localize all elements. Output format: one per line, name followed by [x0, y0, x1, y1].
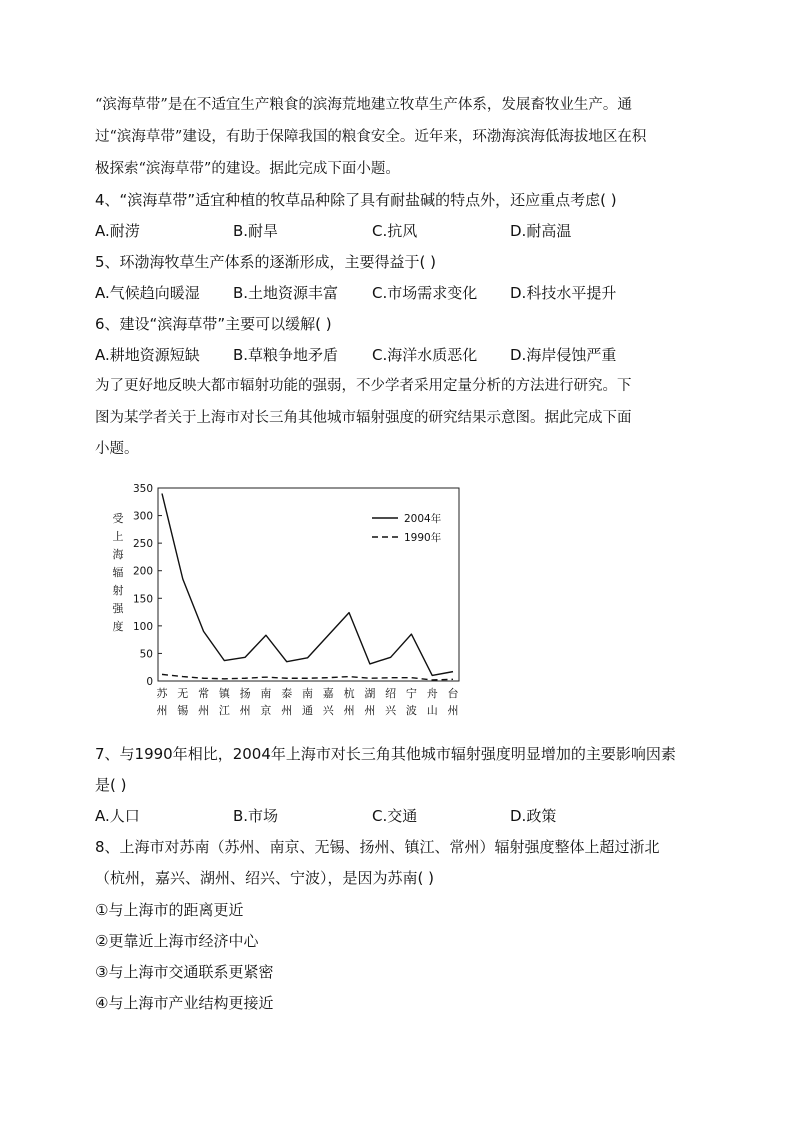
y-tick-label: 150 [132, 593, 153, 606]
q4-stem: 4、“滨海草带”适宜种植的牧草品种除了具有耐盐碱的特点外，还应重点考虑( ) [95, 191, 617, 209]
q4-option-b: B.耐旱 [233, 222, 279, 240]
x-tick-label: 州 [343, 704, 355, 717]
x-tick-label: 台 [447, 687, 459, 700]
x-tick-label: 无 [177, 687, 189, 700]
y-tick-label: 300 [132, 510, 153, 523]
x-tick-label: 杭 [343, 687, 355, 700]
x-tick-label: 南 [260, 687, 272, 700]
q4-option-c: C.抗风 [372, 222, 418, 240]
x-tick-label: 兴 [322, 704, 334, 717]
series-line-2 [162, 674, 453, 680]
y-axis-label-char: 度 [112, 620, 124, 633]
q7-option-c: C.交通 [372, 807, 418, 825]
x-tick-label: 州 [156, 704, 168, 717]
x-tick-label: 嘉 [322, 687, 334, 700]
y-tick-label: 350 [132, 483, 153, 495]
x-tick-label: 州 [239, 704, 251, 717]
q8-stem-line-1: 8、上海市对苏南（苏州、南京、无锡、扬州、镇江、常州）辐射强度整体上超过浙北 [95, 838, 660, 856]
x-tick-label: 兴 [385, 704, 397, 717]
q5-option-c: C.市场需求变化 [372, 284, 478, 302]
y-tick-label: 50 [139, 648, 153, 661]
radiation-intensity-chart [104, 478, 474, 723]
q4-option-a: A.耐涝 [95, 222, 140, 240]
q6-stem: 6、建设“滨海草带”主要可以缓解( ) [95, 315, 332, 333]
x-tick-label: 湖 [364, 687, 376, 700]
passage1-line-1: “滨海草带”是在不适宜生产粮食的滨海荒地建立牧草生产体系，发展畜牧业生产。通 [95, 97, 632, 113]
q6-option-a: A.耕地资源短缺 [95, 346, 200, 364]
x-tick-label: 舟 [426, 687, 438, 700]
x-tick-label: 常 [198, 687, 210, 700]
q7-stem-line-2: 是( ) [95, 776, 127, 794]
x-tick-label: 州 [364, 704, 376, 717]
x-tick-label: 州 [281, 704, 293, 717]
x-tick-label: 京 [260, 704, 272, 717]
q6-option-b: B.草粮争地矛盾 [233, 346, 339, 364]
q7-option-d: D.政策 [510, 807, 557, 825]
x-tick-label: 苏 [156, 687, 168, 700]
q7-option-a: A.人口 [95, 807, 140, 825]
x-tick-label: 通 [302, 704, 313, 717]
passage2-line-3: 小题。 [95, 441, 139, 457]
y-tick-label: 0 [146, 676, 153, 688]
x-tick-label: 泰 [281, 687, 293, 700]
q6-option-d: D.海岸侵蚀严重 [510, 346, 617, 364]
q8-item-4: ④与上海市产业结构更接近 [95, 994, 274, 1012]
y-tick-label: 200 [132, 565, 153, 578]
passage2-line-1: 为了更好地反映大都市辐射功能的强弱，不少学者采用定量分析的方法进行研究。下 [95, 378, 632, 394]
q5-option-a: A.气候趋向暖湿 [95, 284, 200, 302]
y-axis-label-char: 强 [112, 602, 124, 615]
y-axis-label-char: 上 [112, 530, 124, 543]
passage1-line-2: 过“滨海草带”建设，有助于保障我国的粮食安全。近年来，环渤海滨海低海拔地区在积 [95, 129, 647, 145]
x-tick-label: 南 [302, 687, 313, 700]
x-tick-label: 扬 [239, 687, 251, 700]
q6-option-c: C.海洋水质恶化 [372, 346, 478, 364]
q8-item-3: ③与上海市交通联系更紧密 [95, 963, 274, 981]
y-axis-label-char: 射 [112, 584, 124, 597]
y-axis-label-char: 辐 [112, 566, 124, 579]
q5-option-d: D.科技水平提升 [510, 284, 617, 302]
q4-option-d: D.耐高温 [510, 222, 572, 240]
q5-option-b: B.土地资源丰富 [233, 284, 339, 302]
x-tick-label: 镇 [218, 687, 230, 700]
legend-label-2: 1990年 [404, 532, 442, 544]
q7-stem-line-1: 7、与1990年相比，2004年上海市对长三角其他城市辐射强度明显增加的主要影响因素 [95, 745, 676, 763]
y-axis-label-char: 海 [112, 548, 124, 561]
y-tick-label: 100 [132, 620, 153, 633]
q8-stem-line-2: （杭州，嘉兴、湖州、绍兴、宁波），是因为苏南( ) [95, 869, 434, 887]
x-tick-label: 江 [218, 704, 230, 717]
legend-label-1: 2004年 [404, 513, 442, 525]
x-tick-label: 宁 [405, 687, 417, 700]
y-axis-label-char: 受 [112, 512, 124, 525]
x-tick-label: 锡 [177, 704, 189, 717]
x-tick-label: 州 [447, 704, 459, 717]
q7-option-b: B.市场 [233, 807, 279, 825]
q8-item-2: ②更靠近上海市经济中心 [95, 932, 259, 950]
x-tick-label: 州 [198, 704, 210, 717]
q8-item-1: ①与上海市的距离更近 [95, 901, 244, 919]
x-tick-label: 波 [405, 704, 417, 717]
x-tick-label: 绍 [385, 687, 397, 700]
x-tick-label: 山 [426, 704, 438, 717]
q5-stem: 5、环渤海牧草生产体系的逐渐形成，主要得益于( ) [95, 253, 437, 271]
passage2-line-2: 图为某学者关于上海市对长三角其他城市辐射强度的研究结果示意图。据此完成下面 [95, 410, 632, 426]
passage1-line-3: 极探索“滨海草带”的建设。据此完成下面小题。 [95, 161, 400, 177]
y-tick-label: 250 [132, 538, 153, 551]
